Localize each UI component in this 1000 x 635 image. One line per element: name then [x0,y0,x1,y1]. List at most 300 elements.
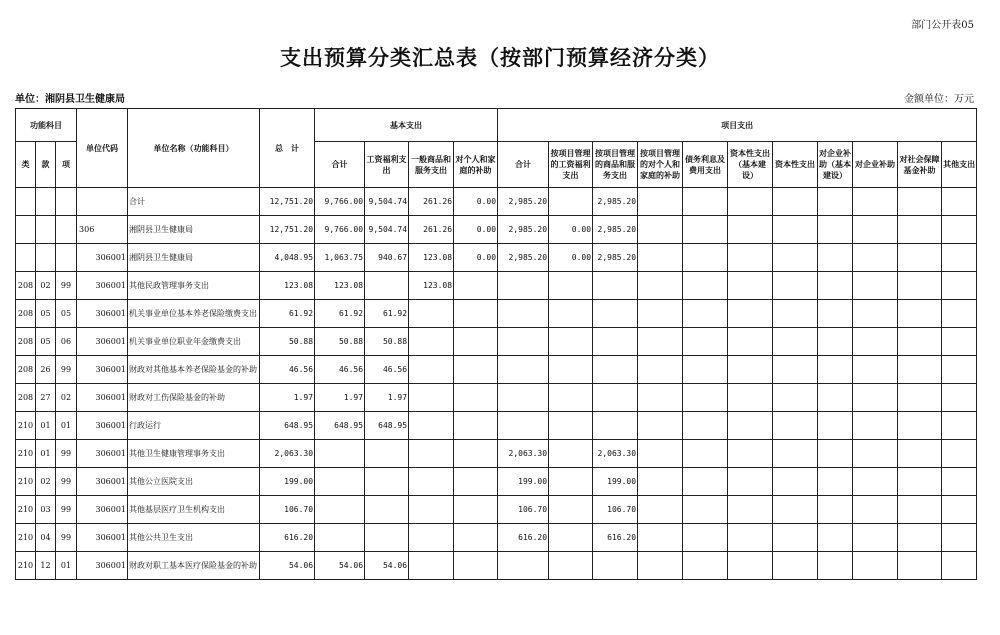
cell-empty [818,300,853,328]
cell-unit-name: 行政运行 [128,412,260,440]
cell-p-total [498,272,549,300]
cell-kuan: 04 [36,524,56,552]
col-basic-goods: 一般商品和服务支出 [409,142,454,188]
table-row [16,188,977,216]
col-kuan: 款 [36,142,56,188]
cell-unit-name: 湘阴县卫生健康局 [128,244,260,272]
cell-b-subsidy [454,468,498,496]
cell-empty [853,384,898,412]
cell-b-subsidy [454,272,498,300]
cell-b-subsidy [454,356,498,384]
col-project-expenditure: 项目支出 [498,109,977,142]
cell-empty [898,496,942,524]
cell-b-salary: 1.97 [365,384,409,412]
cell-empty [728,552,773,580]
cell-b-goods [409,356,454,384]
cell-xiang: 99 [56,524,77,552]
cell-xiang: 06 [56,328,77,356]
cell-empty [773,356,818,384]
table-row [16,552,977,580]
cell-unit-code [77,188,128,216]
col-total: 总 计 [260,109,315,188]
cell-p-goods: 2,985.20 [593,216,638,244]
cell-lei: 210 [16,496,36,524]
cell-p-goods [593,552,638,580]
cell-empty [683,300,728,328]
cell-b-goods [409,524,454,552]
cell-empty [853,468,898,496]
cell-p-salary [549,552,593,580]
cell-b-subsidy [454,524,498,552]
cell-b-salary: 9,504.74 [365,216,409,244]
cell-empty [818,468,853,496]
cell-unit-code: 306001 [77,440,128,468]
cell-empty [853,216,898,244]
cell-empty [728,328,773,356]
cell-empty [773,244,818,272]
cell-empty [898,552,942,580]
col-unit-name: 单位名称（功能科目） [128,109,260,188]
cell-unit-code: 306001 [77,300,128,328]
cell-empty [773,524,818,552]
cell-empty [942,188,977,216]
cell-empty [638,552,683,580]
cell-p-salary [549,412,593,440]
cell-xiang: 05 [56,300,77,328]
cell-lei: 210 [16,440,36,468]
cell-p-total [498,328,549,356]
cell-unit-name: 其他卫生健康管理事务支出 [128,440,260,468]
cell-p-total: 2,985.20 [498,188,549,216]
cell-empty [683,244,728,272]
cell-empty [638,300,683,328]
cell-empty [638,272,683,300]
cell-b-salary [365,272,409,300]
cell-p-goods [593,328,638,356]
cell-b-goods [409,496,454,524]
cell-b-goods [409,384,454,412]
cell-empty [853,524,898,552]
cell-unit-code: 306001 [77,384,128,412]
cell-p-salary [549,356,593,384]
cell-b-total [315,440,365,468]
unit-label: 单位：湘阴县卫生健康局 [15,94,125,105]
cell-b-total: 123.08 [315,272,365,300]
cell-p-total [498,384,549,412]
table-row [16,468,977,496]
col-proj-capital: 资本性支出 [773,142,818,188]
cell-kuan: 27 [36,384,56,412]
cell-b-goods [409,468,454,496]
cell-unit-name: 合计 [128,188,260,216]
amount-unit-label: 金额单位：万元 [904,94,974,105]
cell-empty [728,272,773,300]
cell-empty [773,412,818,440]
cell-total: 106.70 [260,496,315,524]
cell-b-total: 1,063.75 [315,244,365,272]
cell-p-total: 199.00 [498,468,549,496]
cell-b-total: 648.95 [315,412,365,440]
cell-empty [942,328,977,356]
cell-b-total: 1.97 [315,384,365,412]
cell-b-goods [409,300,454,328]
cell-xiang [56,188,77,216]
cell-b-salary: 61.92 [365,300,409,328]
cell-b-total: 46.56 [315,356,365,384]
cell-empty [773,216,818,244]
cell-unit-code: 306001 [77,496,128,524]
cell-empty [773,496,818,524]
cell-kuan: 01 [36,440,56,468]
cell-total: 12,751.20 [260,188,315,216]
cell-p-goods [593,412,638,440]
cell-b-salary: 46.56 [365,356,409,384]
cell-p-goods: 616.20 [593,524,638,552]
cell-p-total: 2,063.30 [498,440,549,468]
cell-lei: 208 [16,356,36,384]
cell-empty [773,300,818,328]
cell-p-salary [549,468,593,496]
cell-p-goods: 2,985.20 [593,188,638,216]
cell-p-salary: 0.00 [549,216,593,244]
cell-kuan: 03 [36,496,56,524]
col-proj-salary: 按项目管理的工资福利支出 [549,142,593,188]
cell-total: 12,751.20 [260,216,315,244]
cell-kuan: 05 [36,328,56,356]
cell-b-subsidy [454,440,498,468]
cell-lei: 210 [16,468,36,496]
cell-empty [683,552,728,580]
cell-total: 50.88 [260,328,315,356]
cell-xiang: 99 [56,356,77,384]
cell-empty [683,412,728,440]
cell-b-goods: 261.26 [409,216,454,244]
cell-empty [898,468,942,496]
cell-empty [638,412,683,440]
table-row [16,328,977,356]
cell-unit-code: 306001 [77,412,128,440]
cell-empty [773,468,818,496]
cell-empty [728,384,773,412]
cell-p-total [498,356,549,384]
cell-empty [818,524,853,552]
cell-b-subsidy [454,328,498,356]
cell-kuan: 02 [36,468,56,496]
cell-xiang [56,216,77,244]
cell-unit-code: 306001 [77,524,128,552]
cell-empty [942,524,977,552]
cell-empty [853,300,898,328]
table-row [16,356,977,384]
cell-b-goods [409,552,454,580]
cell-b-salary: 54.06 [365,552,409,580]
cell-b-subsidy [454,384,498,412]
cell-empty [942,412,977,440]
cell-empty [683,356,728,384]
cell-unit-name: 其他公立医院支出 [128,468,260,496]
cell-b-goods [409,412,454,440]
cell-empty [942,384,977,412]
cell-empty [818,496,853,524]
col-basic-salary: 工资福利支出 [365,142,409,188]
cell-lei [16,188,36,216]
cell-kuan: 12 [36,552,56,580]
cell-p-total: 2,985.20 [498,244,549,272]
table-row [16,384,977,412]
cell-kuan: 26 [36,356,56,384]
col-proj-social: 对社会保障基金补助 [898,142,942,188]
cell-xiang: 99 [56,440,77,468]
cell-empty [818,552,853,580]
cell-b-total [315,468,365,496]
cell-total: 54.06 [260,552,315,580]
cell-b-salary: 9,504.74 [365,188,409,216]
cell-empty [942,496,977,524]
cell-unit-code: 306001 [77,244,128,272]
cell-empty [942,272,977,300]
col-basic-total: 合计 [315,142,365,188]
cell-p-total [498,552,549,580]
cell-empty [728,440,773,468]
cell-empty [638,524,683,552]
cell-b-goods: 261.26 [409,188,454,216]
cell-p-salary [549,440,593,468]
cell-empty [683,272,728,300]
cell-p-total [498,412,549,440]
cell-empty [773,440,818,468]
cell-p-total: 106.70 [498,496,549,524]
cell-p-salary [549,496,593,524]
cell-empty [898,272,942,300]
cell-total: 648.95 [260,412,315,440]
cell-p-salary [549,328,593,356]
table-row [16,272,977,300]
cell-kuan: 05 [36,300,56,328]
cell-total: 2,063.30 [260,440,315,468]
cell-b-salary: 648.95 [365,412,409,440]
cell-empty [683,188,728,216]
cell-empty [683,384,728,412]
cell-empty [773,188,818,216]
cell-p-total [498,300,549,328]
cell-empty [728,244,773,272]
col-proj-debt: 债务利息及费用支出 [683,142,728,188]
cell-b-total [315,524,365,552]
cell-empty [853,244,898,272]
cell-empty [728,356,773,384]
col-proj-goods: 按项目管理的商品和服务支出 [593,142,638,188]
col-proj-total: 合计 [498,142,549,188]
cell-total: 1.97 [260,384,315,412]
cell-p-goods: 2,985.20 [593,244,638,272]
cell-empty [898,524,942,552]
cell-p-goods: 199.00 [593,468,638,496]
cell-empty [728,468,773,496]
cell-unit-name: 财政对职工基本医疗保险基金的补助 [128,552,260,580]
cell-empty [898,216,942,244]
cell-empty [942,440,977,468]
cell-empty [773,552,818,580]
cell-xiang: 99 [56,496,77,524]
cell-b-subsidy [454,412,498,440]
cell-b-subsidy: 0.00 [454,216,498,244]
cell-lei: 208 [16,328,36,356]
cell-lei: 210 [16,412,36,440]
cell-xiang: 99 [56,272,77,300]
cell-empty [898,244,942,272]
cell-empty [728,188,773,216]
cell-xiang: 99 [56,468,77,496]
cell-b-subsidy: 0.00 [454,188,498,216]
cell-unit-code: 306 [77,216,128,244]
cell-lei: 210 [16,552,36,580]
col-proj-subsidy: 按项目管理的对个人和家庭的补助 [638,142,683,188]
cell-empty [818,384,853,412]
cell-p-goods [593,384,638,412]
cell-b-salary [365,440,409,468]
cell-b-goods: 123.08 [409,272,454,300]
cell-empty [898,440,942,468]
cell-empty [818,440,853,468]
col-unit-code: 单位代码 [77,109,128,188]
cell-b-total: 54.06 [315,552,365,580]
cell-empty [853,356,898,384]
cell-unit-name: 湘阴县卫生健康局 [128,216,260,244]
cell-p-goods: 106.70 [593,496,638,524]
cell-empty [942,216,977,244]
cell-total: 61.92 [260,300,315,328]
cell-xiang [56,244,77,272]
table-row [16,412,977,440]
cell-empty [853,328,898,356]
cell-empty [898,300,942,328]
cell-xiang: 02 [56,384,77,412]
table-row [16,216,977,244]
cell-empty [773,328,818,356]
cell-lei: 208 [16,272,36,300]
col-proj-other: 其他支出 [942,142,977,188]
cell-b-subsidy [454,552,498,580]
cell-b-salary: 50.88 [365,328,409,356]
cell-empty [853,440,898,468]
cell-empty [638,188,683,216]
cell-kuan: 02 [36,272,56,300]
cell-b-subsidy: 0.00 [454,244,498,272]
cell-unit-name: 其他基层医疗卫生机构支出 [128,496,260,524]
cell-empty [638,328,683,356]
cell-b-goods [409,440,454,468]
cell-b-salary [365,468,409,496]
col-function-subject: 功能科目 [16,109,77,142]
cell-empty [818,412,853,440]
cell-p-goods [593,272,638,300]
cell-unit-name: 财政对工伤保险基金的补助 [128,384,260,412]
cell-p-salary [549,384,593,412]
cell-b-total [315,496,365,524]
cell-empty [638,496,683,524]
cell-empty [728,216,773,244]
cell-empty [898,188,942,216]
cell-empty [818,244,853,272]
budget-table [15,108,977,580]
cell-lei: 208 [16,384,36,412]
cell-empty [728,496,773,524]
cell-total: 199.00 [260,468,315,496]
cell-p-total: 2,985.20 [498,216,549,244]
cell-empty [638,384,683,412]
cell-unit-code: 306001 [77,328,128,356]
col-xiang: 项 [56,142,77,188]
col-lei: 类 [16,142,36,188]
table-row [16,440,977,468]
cell-b-goods [409,328,454,356]
cell-unit-name: 其他公共卫生支出 [128,524,260,552]
cell-empty [773,384,818,412]
cell-empty [638,216,683,244]
cell-b-salary [365,524,409,552]
cell-empty [818,188,853,216]
cell-empty [728,412,773,440]
cell-empty [942,468,977,496]
table-row [16,244,977,272]
cell-b-total: 9,766.00 [315,216,365,244]
cell-p-goods [593,300,638,328]
cell-b-salary [365,496,409,524]
cell-p-salary [549,272,593,300]
cell-empty [728,300,773,328]
form-id: 部门公开表05 [911,20,974,31]
cell-empty [942,244,977,272]
cell-total: 4,048.95 [260,244,315,272]
cell-unit-code: 306001 [77,356,128,384]
cell-empty [942,300,977,328]
cell-empty [853,272,898,300]
col-proj-enterprise-capital: 对企业补助（基本建设） [818,142,853,188]
cell-b-total: 61.92 [315,300,365,328]
cell-empty [818,216,853,244]
cell-lei: 210 [16,524,36,552]
cell-unit-code: 306001 [77,552,128,580]
cell-p-salary: 0.00 [549,244,593,272]
cell-kuan [36,244,56,272]
cell-total: 123.08 [260,272,315,300]
cell-b-total: 9,766.00 [315,188,365,216]
cell-p-total: 616.20 [498,524,549,552]
cell-b-goods: 123.08 [409,244,454,272]
table-row [16,524,977,552]
cell-total: 46.56 [260,356,315,384]
cell-empty [683,524,728,552]
cell-empty [898,384,942,412]
cell-unit-code: 306001 [77,468,128,496]
cell-empty [683,468,728,496]
cell-lei: 208 [16,300,36,328]
cell-empty [818,356,853,384]
cell-p-salary [549,300,593,328]
cell-empty [853,412,898,440]
cell-unit-name: 机关事业单位职业年金缴费支出 [128,328,260,356]
cell-empty [773,272,818,300]
cell-empty [638,440,683,468]
cell-lei [16,216,36,244]
cell-empty [683,216,728,244]
cell-empty [942,356,977,384]
cell-xiang: 01 [56,412,77,440]
cell-p-goods: 2,063.30 [593,440,638,468]
cell-b-total: 50.88 [315,328,365,356]
col-basic-subsidy: 对个人和家庭的补助 [454,142,498,188]
cell-b-salary: 940.67 [365,244,409,272]
